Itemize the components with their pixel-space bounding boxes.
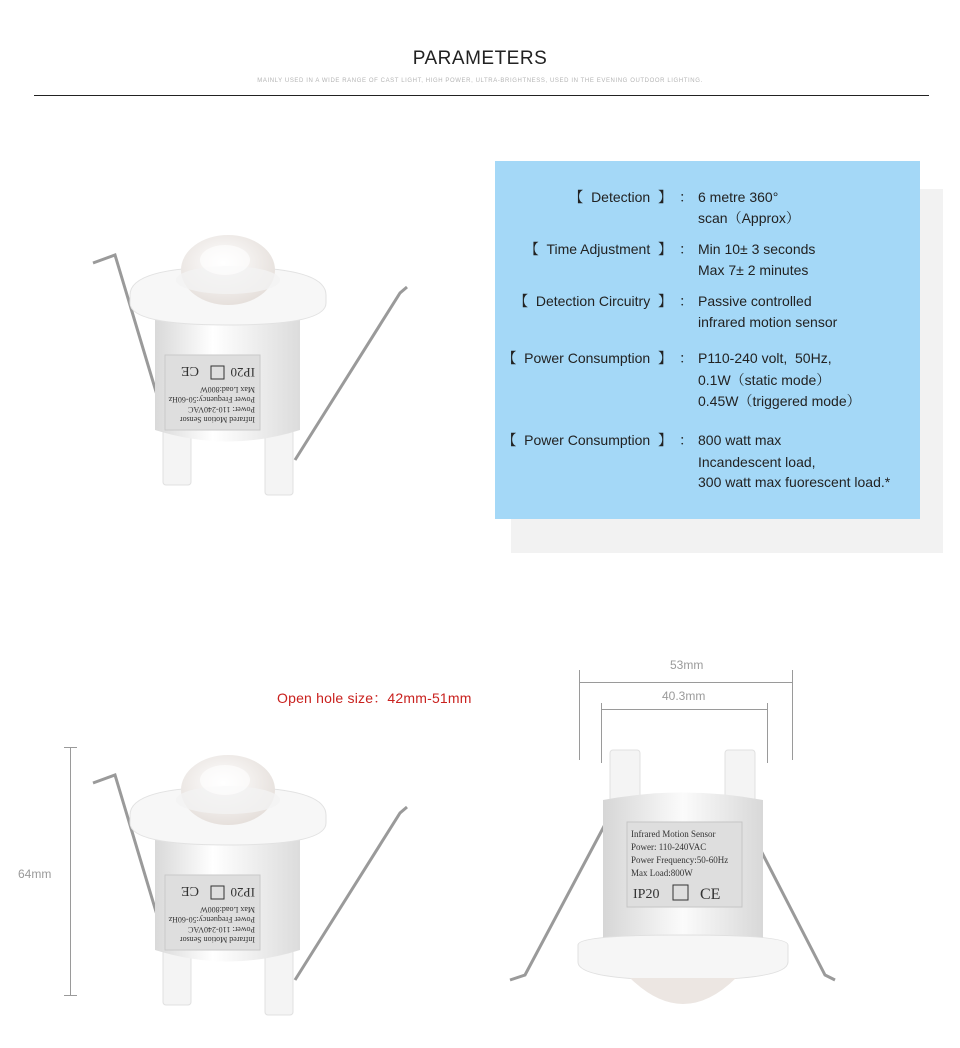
outer-width-label: 53mm <box>670 658 704 672</box>
spec-colon: ： <box>679 241 693 257</box>
spec-value: 0.1W（static mode） <box>698 371 831 388</box>
spec-panel <box>495 161 920 519</box>
spec-values <box>698 239 815 280</box>
spec-colon: ： <box>679 189 693 205</box>
product-label-line1: Infrared Motion Sensor <box>631 829 716 839</box>
product-label-ce: CE <box>700 886 721 903</box>
product-label-ip: IP20 <box>230 365 255 380</box>
product-label-line3: Power Frequency:50-60Hz <box>168 395 255 404</box>
page-subtitle: MAINLY USED IN A WIDE RANGE OF CAST LIGHT, HIGH POWER, ULTRA-BRIGHTNESS, USED IN THE EVENING OUTDOOR LIGHTING. <box>257 78 703 84</box>
spec-values <box>698 348 861 412</box>
height-dimension-label: 64mm <box>18 867 52 881</box>
product-label-line1: Infrared Motion Sensor <box>179 415 255 424</box>
spec-label: 【 Power Consumption 】 <box>502 350 672 366</box>
spec-colon: ： <box>679 350 693 366</box>
page-title: PARAMETERS <box>412 48 548 69</box>
product-label-line3: Power Frequency:50-60Hz <box>631 855 729 865</box>
spec-value: 0.45W（triggered mode） <box>698 393 861 409</box>
open-hole-size: Open hole size：42mm-51mm <box>277 690 472 706</box>
spec-value: 300 watt max fuorescent load.* <box>698 474 891 490</box>
spec-value: Incandescent load, <box>698 453 816 470</box>
spec-values <box>698 430 890 493</box>
sensor-product-image-side <box>85 745 415 1020</box>
spec-value: Min 10± 3 seconds <box>698 241 816 257</box>
product-label-line4: Max Load:800W <box>200 385 255 394</box>
product-label-line3: Power Frequency:50-60Hz <box>168 915 255 924</box>
spec-label: 【 Detection Circuitry 】 <box>514 293 672 309</box>
sensor-product-image-front <box>500 740 840 1040</box>
spec-values <box>698 187 800 228</box>
spec-value: infrared motion sensor <box>698 313 838 330</box>
inner-width-line <box>601 709 768 710</box>
header-divider <box>34 95 929 96</box>
spec-values <box>698 291 837 332</box>
spec-value: Passive controlled <box>698 293 812 309</box>
product-label-line2: Power: 110-240VAC <box>188 925 255 934</box>
product-label-line2: Power: 110-240VAC <box>631 842 707 852</box>
height-dimension-line <box>70 747 71 996</box>
spec-label: 【 Detection 】 <box>569 189 672 205</box>
spec-value: P110-240 volt, 50Hz, <box>698 350 832 366</box>
spec-value: Max 7± 2 minutes <box>698 261 809 278</box>
product-label-ip: IP20 <box>633 887 660 902</box>
height-dimension-cap-bottom <box>64 995 77 996</box>
spec-value: 6 metre 360° <box>698 189 779 205</box>
product-label-ip: IP20 <box>230 885 255 900</box>
product-label-ce: CE <box>181 883 199 898</box>
product-label-line2: Power: 110-240VAC <box>188 405 255 414</box>
sensor-product-image-top <box>85 225 415 500</box>
spec-value: 800 watt max <box>698 432 782 448</box>
inner-width-label: 40.3mm <box>662 689 706 703</box>
spec-colon: ： <box>679 432 693 448</box>
product-label-line4: Max Load:800W <box>631 868 693 878</box>
spec-value: scan（Approx） <box>698 209 800 226</box>
spec-colon: ： <box>679 293 693 309</box>
product-label-line4: Max Load:800W <box>200 905 255 914</box>
height-dimension-cap-top <box>64 747 77 748</box>
product-label-ce: CE <box>181 363 199 378</box>
spec-label: 【 Power Consumption 】 <box>502 432 672 448</box>
spec-label: 【 Time Adjustment 】 <box>524 241 672 257</box>
outer-width-line <box>579 682 793 683</box>
product-label-line1: Infrared Motion Sensor <box>179 935 255 944</box>
